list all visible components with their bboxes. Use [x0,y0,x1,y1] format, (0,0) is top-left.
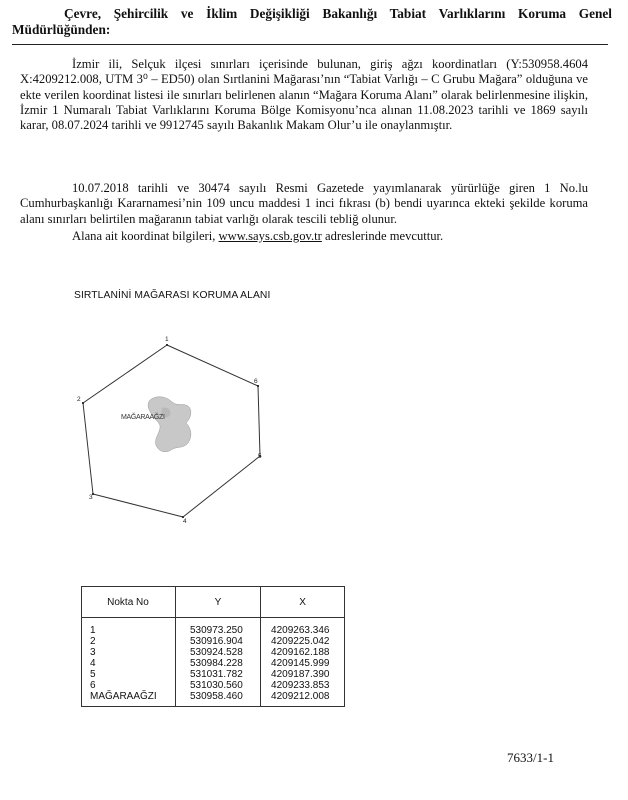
paragraph-approval-text: İzmir ili, Selçuk ilçesi sınırları içerisinde bulunan, giriş ağzı koordinatları (Y:530958.4604 X:4209212.008, UTM 3⁰ – ED50) olan Sırtlanini Mağarası’nın “Tabiat Varlığı – C Grubu Mağara” olduğuna ve ekte verilen koordinat listesi ile sınırları belirlenen alanın “Mağara Koruma Alanı” olarak belirlenmesine ilişkin, İzmir 1 Numaralı Tabiat Varlıklarını Koruma Bölge Komisyonu’nca alınan 11.08.2023 tarihli ve 1869 sayılı karar, 08.07.2024 tarihli ve 9912745 sayılı Bakanlık Makam Olur’u ile onaylanmıştır. [20,57,588,133]
coordinate-table [81,586,345,707]
table-row-y: 530958.460 [189,691,243,702]
table-row-y: 531031.782 [189,669,243,680]
x-column [261,618,345,707]
paragraph-coordinates-after: adreslerinde mevcuttur. [321,229,444,243]
table-row-x: 4209233.853 [271,680,330,691]
table-row-y: 530973.250 [189,625,243,636]
table-row-x: 4209162.188 [271,647,330,658]
table-row-no: 3 [90,647,96,658]
title-line-2: Müdürlüğünden: [12,22,111,37]
coordinate-table-body [82,618,345,707]
vertex-label-6: 6 [254,378,258,385]
paragraph-registration-text: 10.07.2018 tarihli ve 30474 sayılı Resmi Gazetede yayımlanarak yürürlüğe giren 1 No.lu Cumhurbaşkanlığı Kararnamesi’nin 109 uncu maddesi 1 inci fıkrası (b) bendi uyarınca ekteki şekilde koruma alanı sınırları belirtilen mağaranın tabiat varlığı olarak tescili tebliğ olunur. [20,181,588,226]
table-row-y: 530916.904 [189,636,243,647]
table-row-no: 6 [90,680,96,691]
header-point-no: Nokta No [82,587,176,618]
table-row-no: 2 [90,636,96,647]
table-row-no: 1 [90,625,96,636]
table-row-x: 4209212.008 [271,691,330,702]
vertex-label-1: 1 [165,336,169,343]
table-row-y: 531030.560 [189,680,243,691]
cave-entrance-label: MAĞARAAĞZI [121,414,165,421]
vertex-label-3: 3 [89,494,93,501]
vertex-label-4: 4 [183,518,187,525]
header-x: X [261,587,345,618]
table-row-x: 4209187.390 [271,669,330,680]
y-column [175,618,260,707]
header-y: Y [175,587,260,618]
title-line-1: Çevre, Şehircilik ve İklim Değişikliği Bakanlığı Tabiat Varlıklarını Koruma Genel [64,6,612,21]
vertex-marker-2 [82,402,84,404]
plan-title: SIRTLANİNİ MAĞARASI KORUMA ALANI [74,290,271,301]
coordinate-table-header [82,587,345,618]
vertex-label-5: 5 [258,453,262,460]
vertex-marker-1 [166,344,168,346]
table-row-y: 530924.528 [189,647,243,658]
table-row-x: 4209225.042 [271,636,330,647]
table-row-no: 5 [90,669,96,680]
table-row-no: MAĞARAAĞZI [90,691,157,702]
vertex-label-2: 2 [77,396,81,403]
paragraph-coordinates-before: Alana ait koordinat bilgileri, [72,229,219,243]
table-row-y: 530984.228 [189,658,243,669]
vertex-marker-6 [257,385,259,387]
table-row-no: 4 [90,658,96,669]
table-row-x: 4209263.346 [271,625,330,636]
point-no-column [82,618,176,707]
page-number: 7633/1-1 [507,750,554,765]
says-website-link[interactable]: www.says.csb.gov.tr [218,229,322,243]
table-row-x: 4209145.999 [271,658,330,669]
cave-outline-shape [148,397,191,452]
